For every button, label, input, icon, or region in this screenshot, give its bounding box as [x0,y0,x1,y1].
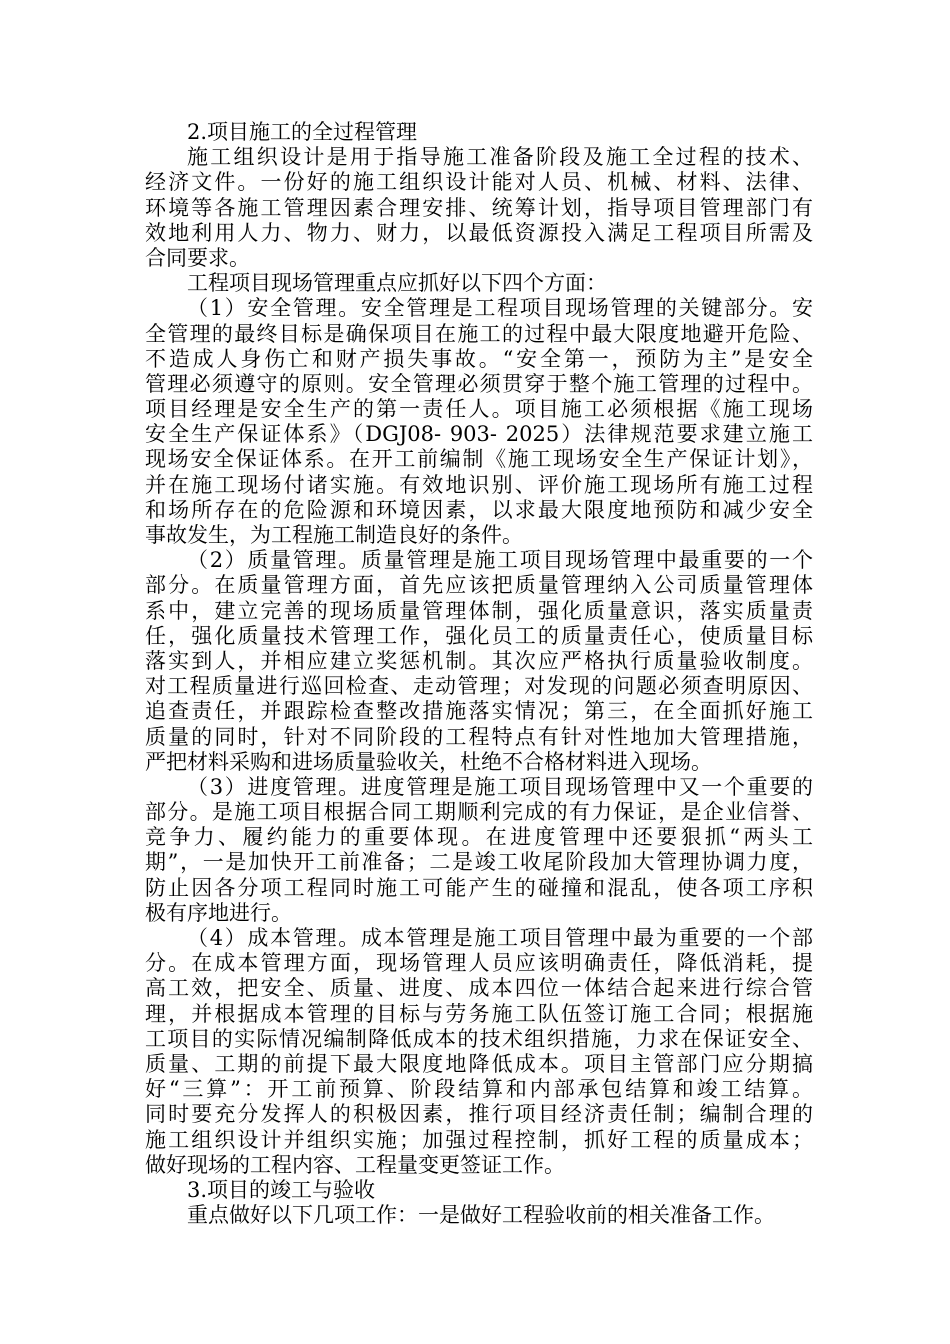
paragraph-line: 理，并根据成本管理的目标与劳务施工队伍签订施工合同；根据施 [145,1001,813,1026]
paragraph-line: 对工程质量进行巡回检查、走动管理；对发现的问题必须查明原因、 [145,674,813,699]
paragraph-line: （2）质量管理。质量管理是施工项目现场管理中最重要的一个 [187,548,813,573]
paragraph-line: 竞争力、履约能力的重要体现。在进度管理中还要狠抓“两头工 [145,825,813,850]
paragraph-line: 合同要求。 [145,245,250,270]
paragraph-line: 期”，一是加快开工前准备；二是竣工收尾阶段加大管理协调力度， [145,850,813,875]
paragraph-line: 部分。是施工项目根据合同工期顺利完成的有力保证，是企业信誉、 [145,800,813,825]
paragraph-line: 高工效，把安全、质量、进度、成本四位一体结合起来进行综合管 [145,976,813,1001]
paragraph-line: 效地利用人力、物力、财力，以最低资源投入满足工程项目所需及 [145,220,813,245]
paragraph-line: 和场所存在的危险源和环境因素，以求最大限度地预防和减少安全 [145,497,813,522]
paragraph-line: 事故发生，为工程施工制造良好的条件。 [145,523,523,547]
paragraph-line: 全管理的最终目标是确保项目在施工的过程中最大限度地避开危险、 [145,321,813,346]
section-heading: 2.项目施工的全过程管理 [187,120,418,144]
paragraph-line: 严把材料采购和进场质量验收关，杜绝不合格材料进入现场。 [145,749,712,774]
paragraph-line: 管理必须遵守的原则。安全管理必须贯穿于整个施工管理的过程中。 [145,371,813,396]
paragraph-line: 追查责任，并跟踪检查整改措施落实情况；第三，在全面抓好施工 [145,699,813,724]
paragraph-line: 极有序地进行。 [145,900,292,925]
paragraph-line: 落实到人，并相应建立奖惩机制。其次应严格执行质量验收制度。 [145,648,813,673]
paragraph-line: 工程项目现场管理重点应抓好以下四个方面： [187,271,607,296]
paragraph-line: 环境等各施工管理因素合理安排、统筹计划，指导项目管理部门有 [145,195,813,220]
paragraph-line: 项目经理是安全生产的第一责任人。项目施工必须根据《施工现场 [145,397,813,422]
paragraph-line: 防止因各分项工程同时施工可能产生的碰撞和混乱，使各项工序积 [145,875,813,900]
paragraph-line: （1）安全管理。安全管理是工程项目现场管理的关键部分。安 [187,296,813,321]
paragraph-line: 施工组织设计并组织实施；加强过程控制，抓好工程的质量成本； [145,1127,813,1152]
paragraph-line: 经济文件。一份好的施工组织设计能对人员、机械、材料、法律、 [145,170,813,195]
paragraph-line: 分。在成本管理方面，现场管理人员应该明确责任，降低消耗，提 [145,951,813,976]
paragraph-line: 不造成人身伤亡和财产损失事故。“安全第一，预防为主”是安全 [145,346,813,371]
paragraph-line: 系中，建立完善的现场质量管理体制，强化质量意识，落实质量责 [145,598,813,623]
paragraph-line: 同时要充分发挥人的积极因素，推行项目经济责任制；编制合理的 [145,1102,813,1127]
paragraph-line: 工项目的实际情况编制降低成本的技术组织措施，力求在保证安全、 [145,1026,813,1051]
paragraph-line: 现场安全保证体系。在开工前编制《施工现场安全生产保证计划》， [145,447,813,472]
paragraph-line: 安全生产保证体系》（DGJ08- 903- 2025）法律规范要求建立施工 [145,422,813,447]
paragraph-line: 好“三算”：开工前预算、阶段结算和内部承包结算和竣工结算。 [145,1077,813,1102]
paragraph-line: （3）进度管理。进度管理是施工项目现场管理中又一个重要的 [187,774,813,799]
paragraph-line: 做好现场的工程内容、工程量变更签证工作。 [145,1152,565,1177]
paragraph-line: 并在施工现场付诸实施。有效地识别、评价施工现场所有施工过程 [145,472,813,497]
paragraph-line: （4）成本管理。成本管理是施工项目管理中最为重要的一个部 [187,926,813,950]
section-heading: 3.项目的竣工与验收 [187,1177,376,1202]
paragraph-line: 质量的同时，针对不同阶段的工程特点有针对性地加大管理措施， [145,724,813,749]
paragraph-line: 质量、工期的前提下最大限度地降低成本。项目主管部门应分期搞 [145,1051,813,1076]
paragraph-line: 重点做好以下几项工作：一是做好工程验收前的相关准备工作。 [187,1203,775,1228]
paragraph-line: 任，强化质量技术管理工作，强化员工的质量责任心，使质量目标 [145,623,813,648]
paragraph-line: 施工组织设计是用于指导施工准备阶段及施工全过程的技术、 [187,145,813,170]
paragraph-line: 部分。在质量管理方面，首先应该把质量管理纳入公司质量管理体 [145,573,813,598]
document-page [145,120,813,1228]
